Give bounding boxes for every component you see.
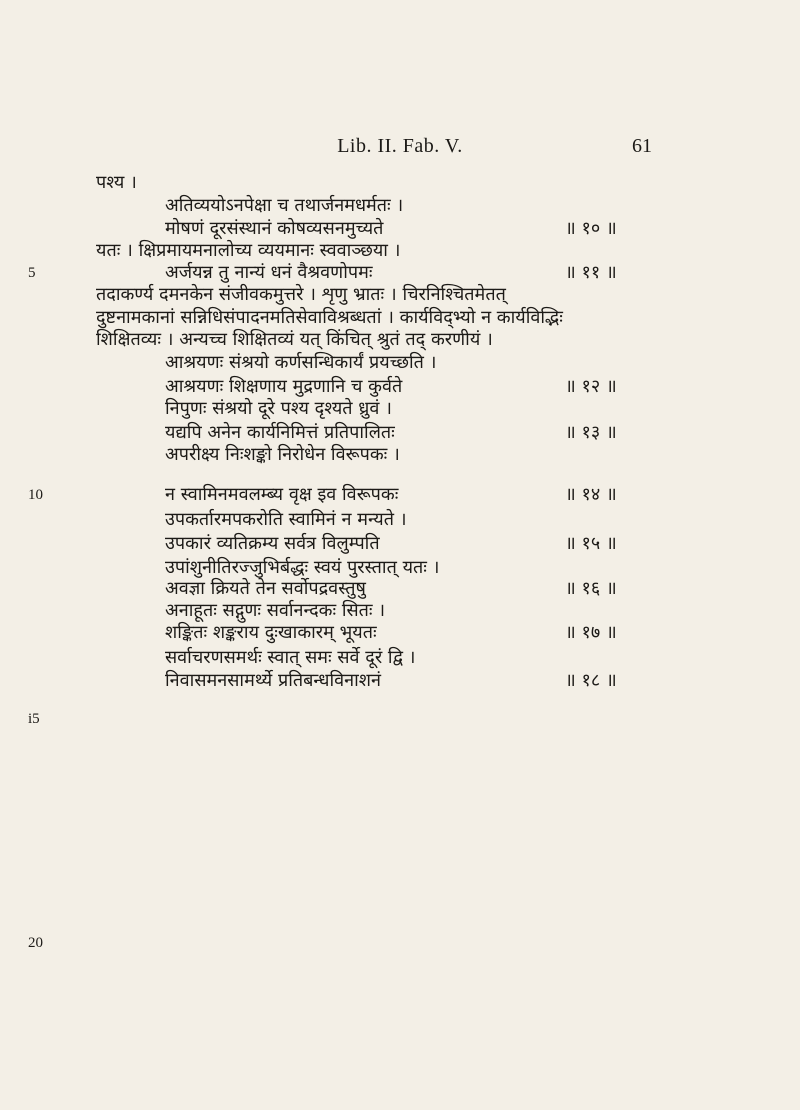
line-text: आश्रयणः संश्रयो कर्णसन्धिकार्यं प्रयच्छति । [165,352,437,373]
text-line [165,668,617,694]
line-text: आश्रयणः शिक्षणाय मुद्रणानि च कुर्वते [165,376,403,397]
page-number: 61 [632,135,652,157]
text-line [165,482,617,508]
line-text: सर्वाचरणसमर्थः स्वात् समः सर्वे दूरं द्वि । [165,647,416,668]
line-text: उपकर्तारमपकरोति स्वामिनं न मन्यते । [165,509,407,530]
line-text: शङ्कितः शङ्कराय दुःखाकारम् भूयतः [165,622,377,643]
verse-number: ॥ १४ ॥ [565,484,617,505]
text-line [165,507,407,533]
text-line [165,620,617,646]
line-text: यद्यपि अनेन कार्यनिमित्तं प्रतिपालितः [165,422,395,443]
verse-number: ॥ १३ ॥ [565,422,617,443]
text-line [165,350,436,376]
text-line [165,442,400,468]
line-number: 10 [28,487,43,503]
line-number: 5 [28,265,36,281]
line-text: यतः । क्षिप्रमायमनालोच्य व्ययमानः स्ववाञ्छया । [96,240,401,261]
verse-number: ॥ १५ ॥ [565,533,617,554]
verse-number: ॥ १७ ॥ [565,622,617,643]
line-text: दुष्टनामकानां सन्निधिसंपादनमतिसेवाविश्रब्धतां । कार्यविद्भ्यो न कार्यविद्भिः [96,307,563,328]
line-text: मोषणं दूरसंस्थानं कोषव्यसनमुच्यते [165,218,384,239]
line-text: अर्जयन्न तु नान्यं धनं वैश्रवणोपमः [165,262,373,283]
line-number: i5 [28,711,40,727]
verse-number: ॥ १८ ॥ [565,670,617,691]
line-text: शिक्षितव्यः । अन्यच्च शिक्षितव्यं यत् किंचित् श्रुतं तद् करणीयं । [96,329,493,350]
line-text: तदाकर्ण्य दमनकेन संजीवकमुत्तरे । शृणु भ्रातः । चिरनिश्चितमेतत् [96,284,506,305]
line-text: पश्य । [96,172,137,193]
line-number: 20 [28,935,43,951]
line-text: अनाहूतः सद्गुणः सर्वानन्दकः सितः । [165,600,386,621]
verse-number: ॥ ११ ॥ [565,262,617,283]
line-text: उपकारं व्यतिक्रम्य सर्वत्र विलुम्पति [165,533,380,554]
line-text: अवज्ञा क्रियते तेन सर्वोपद्रवस्तुषु [165,578,366,599]
verse-number: ॥ १२ ॥ [565,376,617,397]
text-line [165,396,392,422]
running-head-title: Lib. II. Fab. V. [337,135,463,157]
line-text: न स्वामिनमवलम्ब्य वृक्ष इव विरूपकः [165,484,399,505]
line-text: अपरीक्ष्य निःशङ्को निरोधेन विरूपकः । [165,444,400,465]
text-line [96,170,137,196]
line-text: अतिव्ययोऽनपेक्षा च तथार्जनमधर्मतः । [165,195,404,216]
text-line [165,531,617,557]
running-head [0,135,800,165]
verse-number: ॥ १६ ॥ [565,578,617,599]
line-text: निवासमनसामर्थ्ये प्रतिबन्धविनाशनं [165,670,381,691]
line-text: उपांशुनीतिरज्जुभिर्बद्धः स्वयं पुरस्तात् यतः । [165,557,440,578]
line-text: निपुणः संश्रयो दूरे पश्य दृश्यते ध्रुवं । [165,398,392,419]
verse-number: ॥ १० ॥ [565,218,617,239]
